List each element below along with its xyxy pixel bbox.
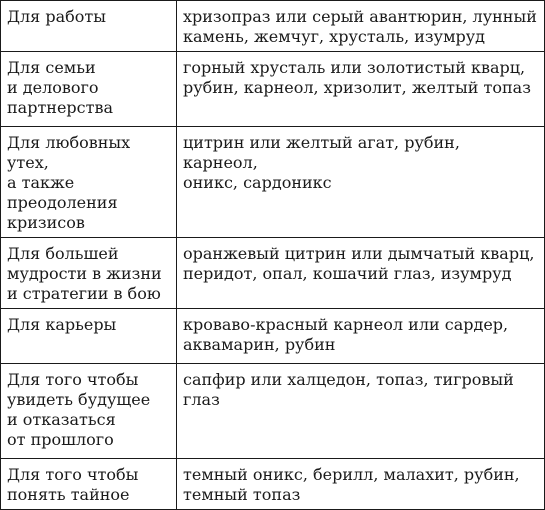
purpose-cell: Для карьеры	[1, 309, 177, 364]
table-row	[1, 1, 545, 52]
stones-table-body	[1, 1, 545, 510]
stones-cell: оранжевый цитрин или дымчатый кварц, перидот, опал, кошачий глаз, изумруд	[177, 238, 545, 309]
table-row	[1, 364, 545, 459]
table-row	[1, 309, 545, 364]
stones-cell: сапфир или халцедон, топаз, тигровый глаз	[177, 364, 545, 459]
purpose-cell: Для любовных утех, а также преодоления кризисов	[1, 127, 177, 238]
stones-cell: горный хрусталь или золотистый кварц, рубин, карнеол, хризолит, желтый топаз	[177, 52, 545, 127]
table-row	[1, 127, 545, 238]
table-row	[1, 238, 545, 309]
purpose-cell: Для того чтобы понять тайное	[1, 459, 177, 510]
purpose-cell: Для семьи и делового партнерства	[1, 52, 177, 127]
purpose-cell: Для того чтобы увидеть будущее и отказаться от прошлого	[1, 364, 177, 459]
purpose-cell: Для работы	[1, 1, 177, 52]
table-row	[1, 52, 545, 127]
table-row	[1, 459, 545, 510]
stones-cell: хризопраз или серый авантюрин, лунный камень, жемчуг, хрусталь, изумруд	[177, 1, 545, 52]
purpose-cell: Для большей мудрости в жизни и стратегии в бою	[1, 238, 177, 309]
stones-cell: кроваво-красный карнеол или сардер, аквамарин, рубин	[177, 309, 545, 364]
stones-cell: цитрин или желтый агат, рубин, карнеол, оникс, сардоникс	[177, 127, 545, 238]
stones-cell: темный оникс, берилл, малахит, рубин, темный топаз	[177, 459, 545, 510]
